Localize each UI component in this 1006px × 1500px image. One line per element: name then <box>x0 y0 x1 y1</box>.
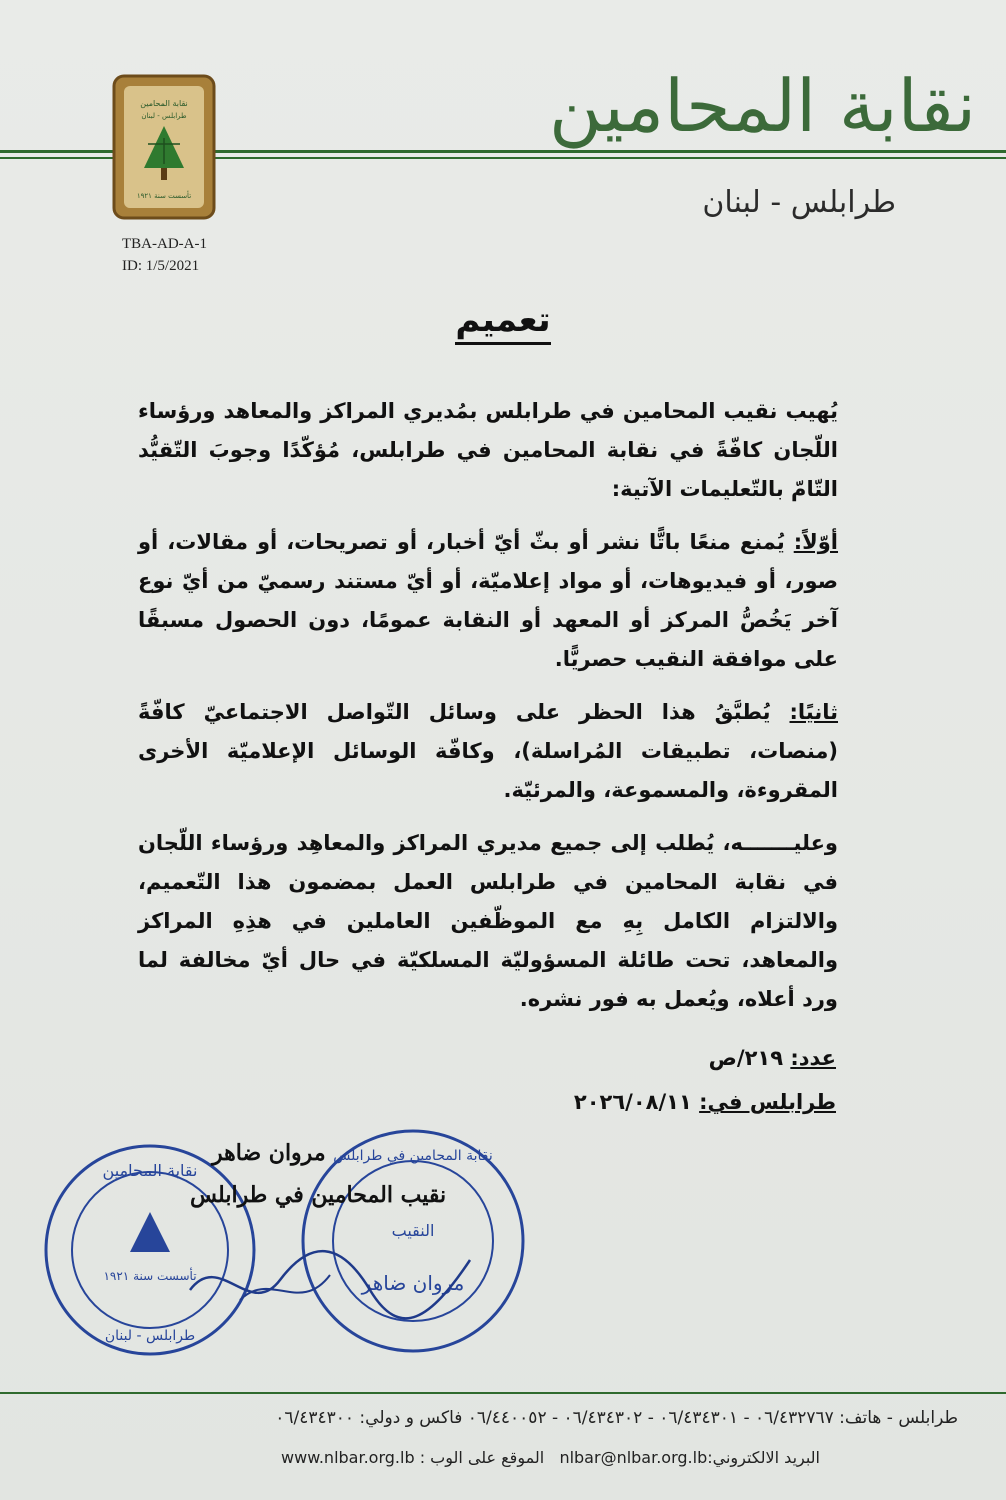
stamp-right-bottom: مروان ضاهر <box>361 1271 465 1295</box>
reference-id: ID: 1/5/2021 <box>122 258 200 274</box>
handwritten-signature <box>180 1230 480 1330</box>
date-value: ٢٠٢٦/٠٨/١١ <box>573 1090 692 1114</box>
stamp-left-bottom: طرابلس - لبنان <box>104 1328 196 1344</box>
logo-text-top: نقابة المحامين <box>140 99 188 108</box>
footer-rule <box>0 1392 1006 1394</box>
second-clause-label: ثانيًا: <box>789 700 839 724</box>
logo-text-bottom: تأسست سنة ١٩٢١ <box>136 192 192 200</box>
footer-web-line <box>281 1448 820 1467</box>
signatory-title: نقيب المحامين في طرابلس <box>190 1182 447 1208</box>
document-body <box>138 392 838 1033</box>
first-clause <box>138 523 838 679</box>
stamp-right-mid: النقيب <box>391 1221 435 1240</box>
logo-text-mid: طرابلس - لبنان <box>141 112 187 120</box>
intro-paragraph: يُهيب نقيب المحامين في طرابلس بمُديري المراكز والمعاهد ورؤساء اللّجان كافّةً في نقابة المحامين في طرابلس، مُؤكّدًا وجوبَ التّقيُّد التّامّ بالتّعليمات الآتية: <box>138 399 838 501</box>
email-label: البريد الالكتروني: <box>707 1448 820 1467</box>
first-clause-label: أوّلاً: <box>793 530 839 554</box>
stamp-cedar-icon <box>130 1212 170 1252</box>
stamp-left-mid: تأسست سنة ١٩٢١ <box>103 1269 197 1283</box>
letterhead-name: نقابة المحامين <box>548 64 976 148</box>
second-clause-text: يُطبَّقُ هذا الحظر على وسائل التّواصل الاجتماعيّ كافّةً (منصات، تطبيقات المُراسلة)، وكافّة الوسائل الإعلاميّة الأخرى المقروءة، والمسموعة، والمرئيّة. <box>138 700 838 802</box>
second-clause <box>138 693 838 810</box>
reference-code: TBA-AD-A-1 <box>122 236 207 252</box>
stamp-right-top: نقابة المحامين في طرابلس <box>333 1148 493 1164</box>
document-title <box>0 300 1006 340</box>
stamp-left-top: نقابة المحامين <box>102 1161 198 1180</box>
bar-association-logo <box>108 72 220 222</box>
footer-contacts: طرابلس - هاتف: ٠٦/٤٣٢٧٦٧ - ٠٦/٤٣٤٣٠١ - ٠٦/٤٣٤٣٠٢ - ٠٦/٤٤٠٠٥٢ فاكس و دولي: ٠٦/٤٣٤٣٠٠ <box>275 1408 958 1428</box>
document-number <box>709 1046 836 1070</box>
number-value: ٢١٩/ص <box>708 1046 784 1070</box>
title-text: تعميم <box>455 300 550 345</box>
closing-paragraph: وعليـــــــه، يُطلب إلى جميع مديري المراكز والمعاهِد ورؤساء اللّجان في نقابة المحامين في طرابلس العمل بمضمون هذا التّعميم، والالتزام الكامل بِهِ مع الموظّفين العاملين في هذِهِ المراكز والمعاهد، تحت طائلة المسؤوليّة المسلكيّة في حال أيّ مخالفة لما ورد أعلاه، ويُعمل به فور نشره. <box>138 831 838 1011</box>
first-clause-text: يُمنع منعًا باتًّا نشر أو بثّ أيّ أخبار، أو تصريحات، أو مقالات، أو صور، أو فيديوهات، أو مواد إعلاميّة، أو أيّ مستند رسميّ من أيّ نوع آخر يَخُصُّ المركز أو المعهد أو النقابة عمومًا، دون الحصول مسبقًا على موافقة النقيب حصريًّا. <box>138 530 838 671</box>
number-label: عدد: <box>790 1046 836 1070</box>
website-label: الموقع على الوب : <box>419 1448 545 1467</box>
letterhead-city: طرابلس - لبنان <box>702 185 896 220</box>
document-date <box>574 1090 836 1114</box>
website-address[interactable]: www.nlbar.org.lb <box>281 1448 415 1467</box>
date-label: طرابلس في: <box>699 1090 836 1114</box>
signatory-name: مروان ضاهر <box>212 1140 326 1166</box>
email-address[interactable]: nlbar@nlbar.org.lb <box>559 1448 708 1467</box>
